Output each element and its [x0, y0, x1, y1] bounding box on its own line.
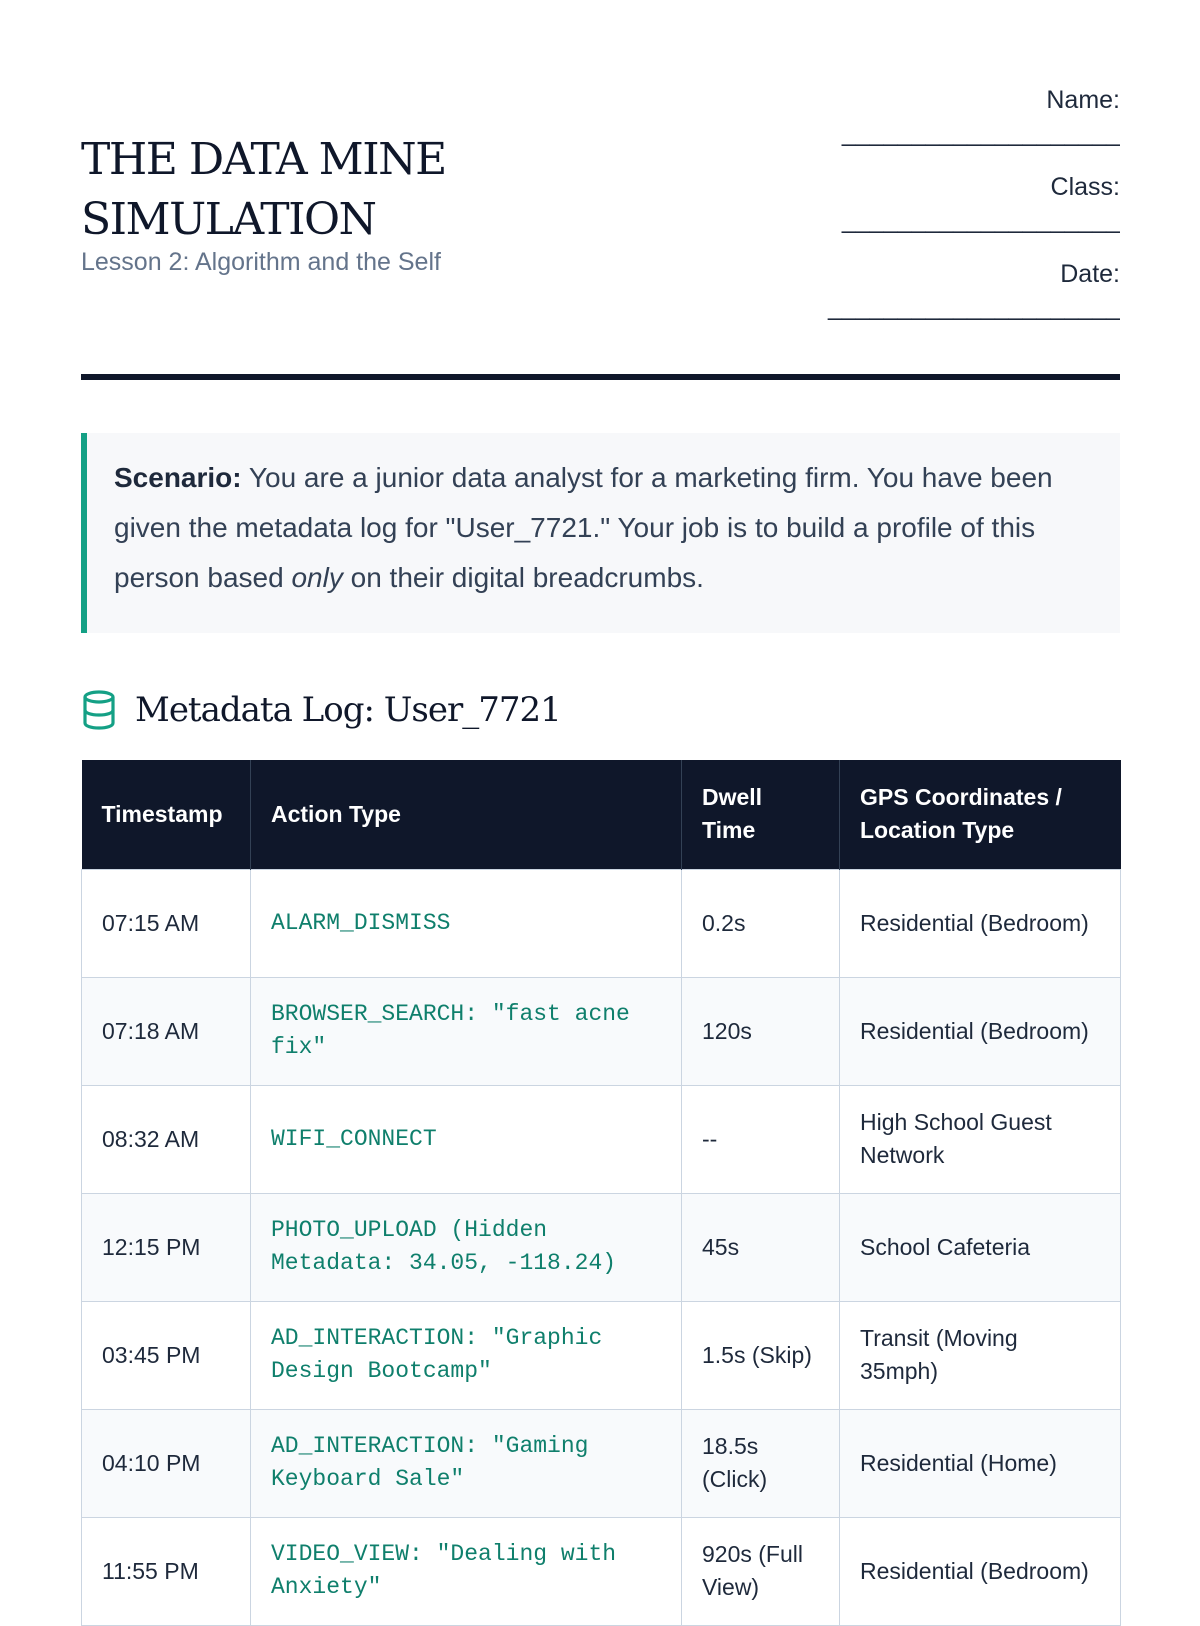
date-blank-line[interactable]: _____________________: [828, 293, 1120, 321]
table-row: [82, 977, 1121, 1085]
timestamp-cell: 04:10 PM: [82, 1409, 251, 1517]
class-field[interactable]: [780, 169, 1120, 256]
dwell-time-cell: 920s (Full View): [682, 1517, 840, 1625]
column-header-timestamp: Timestamp: [82, 760, 251, 869]
action-type-cell: WIFI_CONNECT: [251, 1085, 682, 1193]
document-title-line-1: THE DATA MINE: [81, 134, 446, 185]
action-type-cell: BROWSER_SEARCH: "fast acne fix": [251, 977, 682, 1085]
column-header-gps-location: GPS Coordinates / Location Type: [840, 760, 1121, 869]
timestamp-cell: 08:32 AM: [82, 1085, 251, 1193]
location-cell: Residential (Bedroom): [840, 1517, 1121, 1625]
document-title: [81, 130, 681, 250]
action-type-cell: AD_INTERACTION: "Graphic Design Bootcamp": [251, 1301, 682, 1409]
section-title: Metadata Log: User_7721: [135, 690, 561, 730]
table-row: [82, 1193, 1121, 1301]
scenario-emphasis: only: [291, 562, 343, 593]
timestamp-cell: 12:15 PM: [82, 1193, 251, 1301]
header-divider: [81, 374, 1120, 380]
column-header-dwell-time: Dwell Time: [682, 760, 840, 869]
scenario-callout: [81, 433, 1120, 633]
class-blank-line[interactable]: ____________________: [841, 206, 1120, 234]
table-row: [82, 869, 1121, 977]
scenario-text-end: on their digital breadcrumbs.: [350, 562, 704, 593]
timestamp-cell: 11:55 PM: [82, 1517, 251, 1625]
action-type-cell: ALARM_DISMISS: [251, 869, 682, 977]
name-field[interactable]: [780, 82, 1120, 169]
action-type-cell: VIDEO_VIEW: "Dealing with Anxiety": [251, 1517, 682, 1625]
table-row: [82, 1517, 1121, 1625]
table-row: [82, 1409, 1121, 1517]
action-type-cell: PHOTO_UPLOAD (Hidden Metadata: 34.05, -118.24): [251, 1193, 682, 1301]
dwell-time-cell: 1.5s (Skip): [682, 1301, 840, 1409]
name-label: Name:: [1046, 86, 1120, 114]
timestamp-cell: 03:45 PM: [82, 1301, 251, 1409]
date-label: Date:: [1060, 260, 1120, 288]
table-row: [82, 1085, 1121, 1193]
document-subtitle: Lesson 2: Algorithm and the Self: [81, 248, 441, 276]
location-cell: Residential (Home): [840, 1409, 1121, 1517]
column-header-action-type: Action Type: [251, 760, 682, 869]
title-block: [81, 130, 681, 278]
document-title-line-2: SIMULATION: [81, 194, 376, 245]
action-type-cell: AD_INTERACTION: "Gaming Keyboard Sale": [251, 1409, 682, 1517]
worksheet-page: [81, 0, 1120, 1600]
student-info-fields: [780, 82, 1120, 343]
location-cell: High School Guest Network: [840, 1085, 1121, 1193]
timestamp-cell: 07:15 AM: [82, 869, 251, 977]
scenario-label: Scenario:: [114, 462, 242, 493]
worksheet-header: [81, 0, 1120, 380]
database-icon: [81, 690, 117, 730]
timestamp-cell: 07:18 AM: [82, 977, 251, 1085]
location-cell: Transit (Moving 35mph): [840, 1301, 1121, 1409]
table-header-row: [82, 760, 1121, 869]
dwell-time-cell: 120s: [682, 977, 840, 1085]
scenario-text: You are a junior data analyst for a marketing firm. You have been given the metadata log for "User_7721." Your job is to build a profile of this person based: [114, 462, 1053, 593]
dwell-time-cell: 45s: [682, 1193, 840, 1301]
class-label: Class:: [1050, 173, 1120, 201]
location-cell: Residential (Bedroom): [840, 869, 1121, 977]
metadata-log-heading: [81, 688, 561, 732]
name-blank-line[interactable]: ____________________: [841, 119, 1120, 147]
location-cell: School Cafeteria: [840, 1193, 1121, 1301]
location-cell: Residential (Bedroom): [840, 977, 1121, 1085]
date-field[interactable]: [780, 256, 1120, 343]
dwell-time-cell: 0.2s: [682, 869, 840, 977]
dwell-time-cell: --: [682, 1085, 840, 1193]
table-row: [82, 1301, 1121, 1409]
dwell-time-cell: 18.5s (Click): [682, 1409, 840, 1517]
metadata-log-table: [81, 760, 1121, 1626]
